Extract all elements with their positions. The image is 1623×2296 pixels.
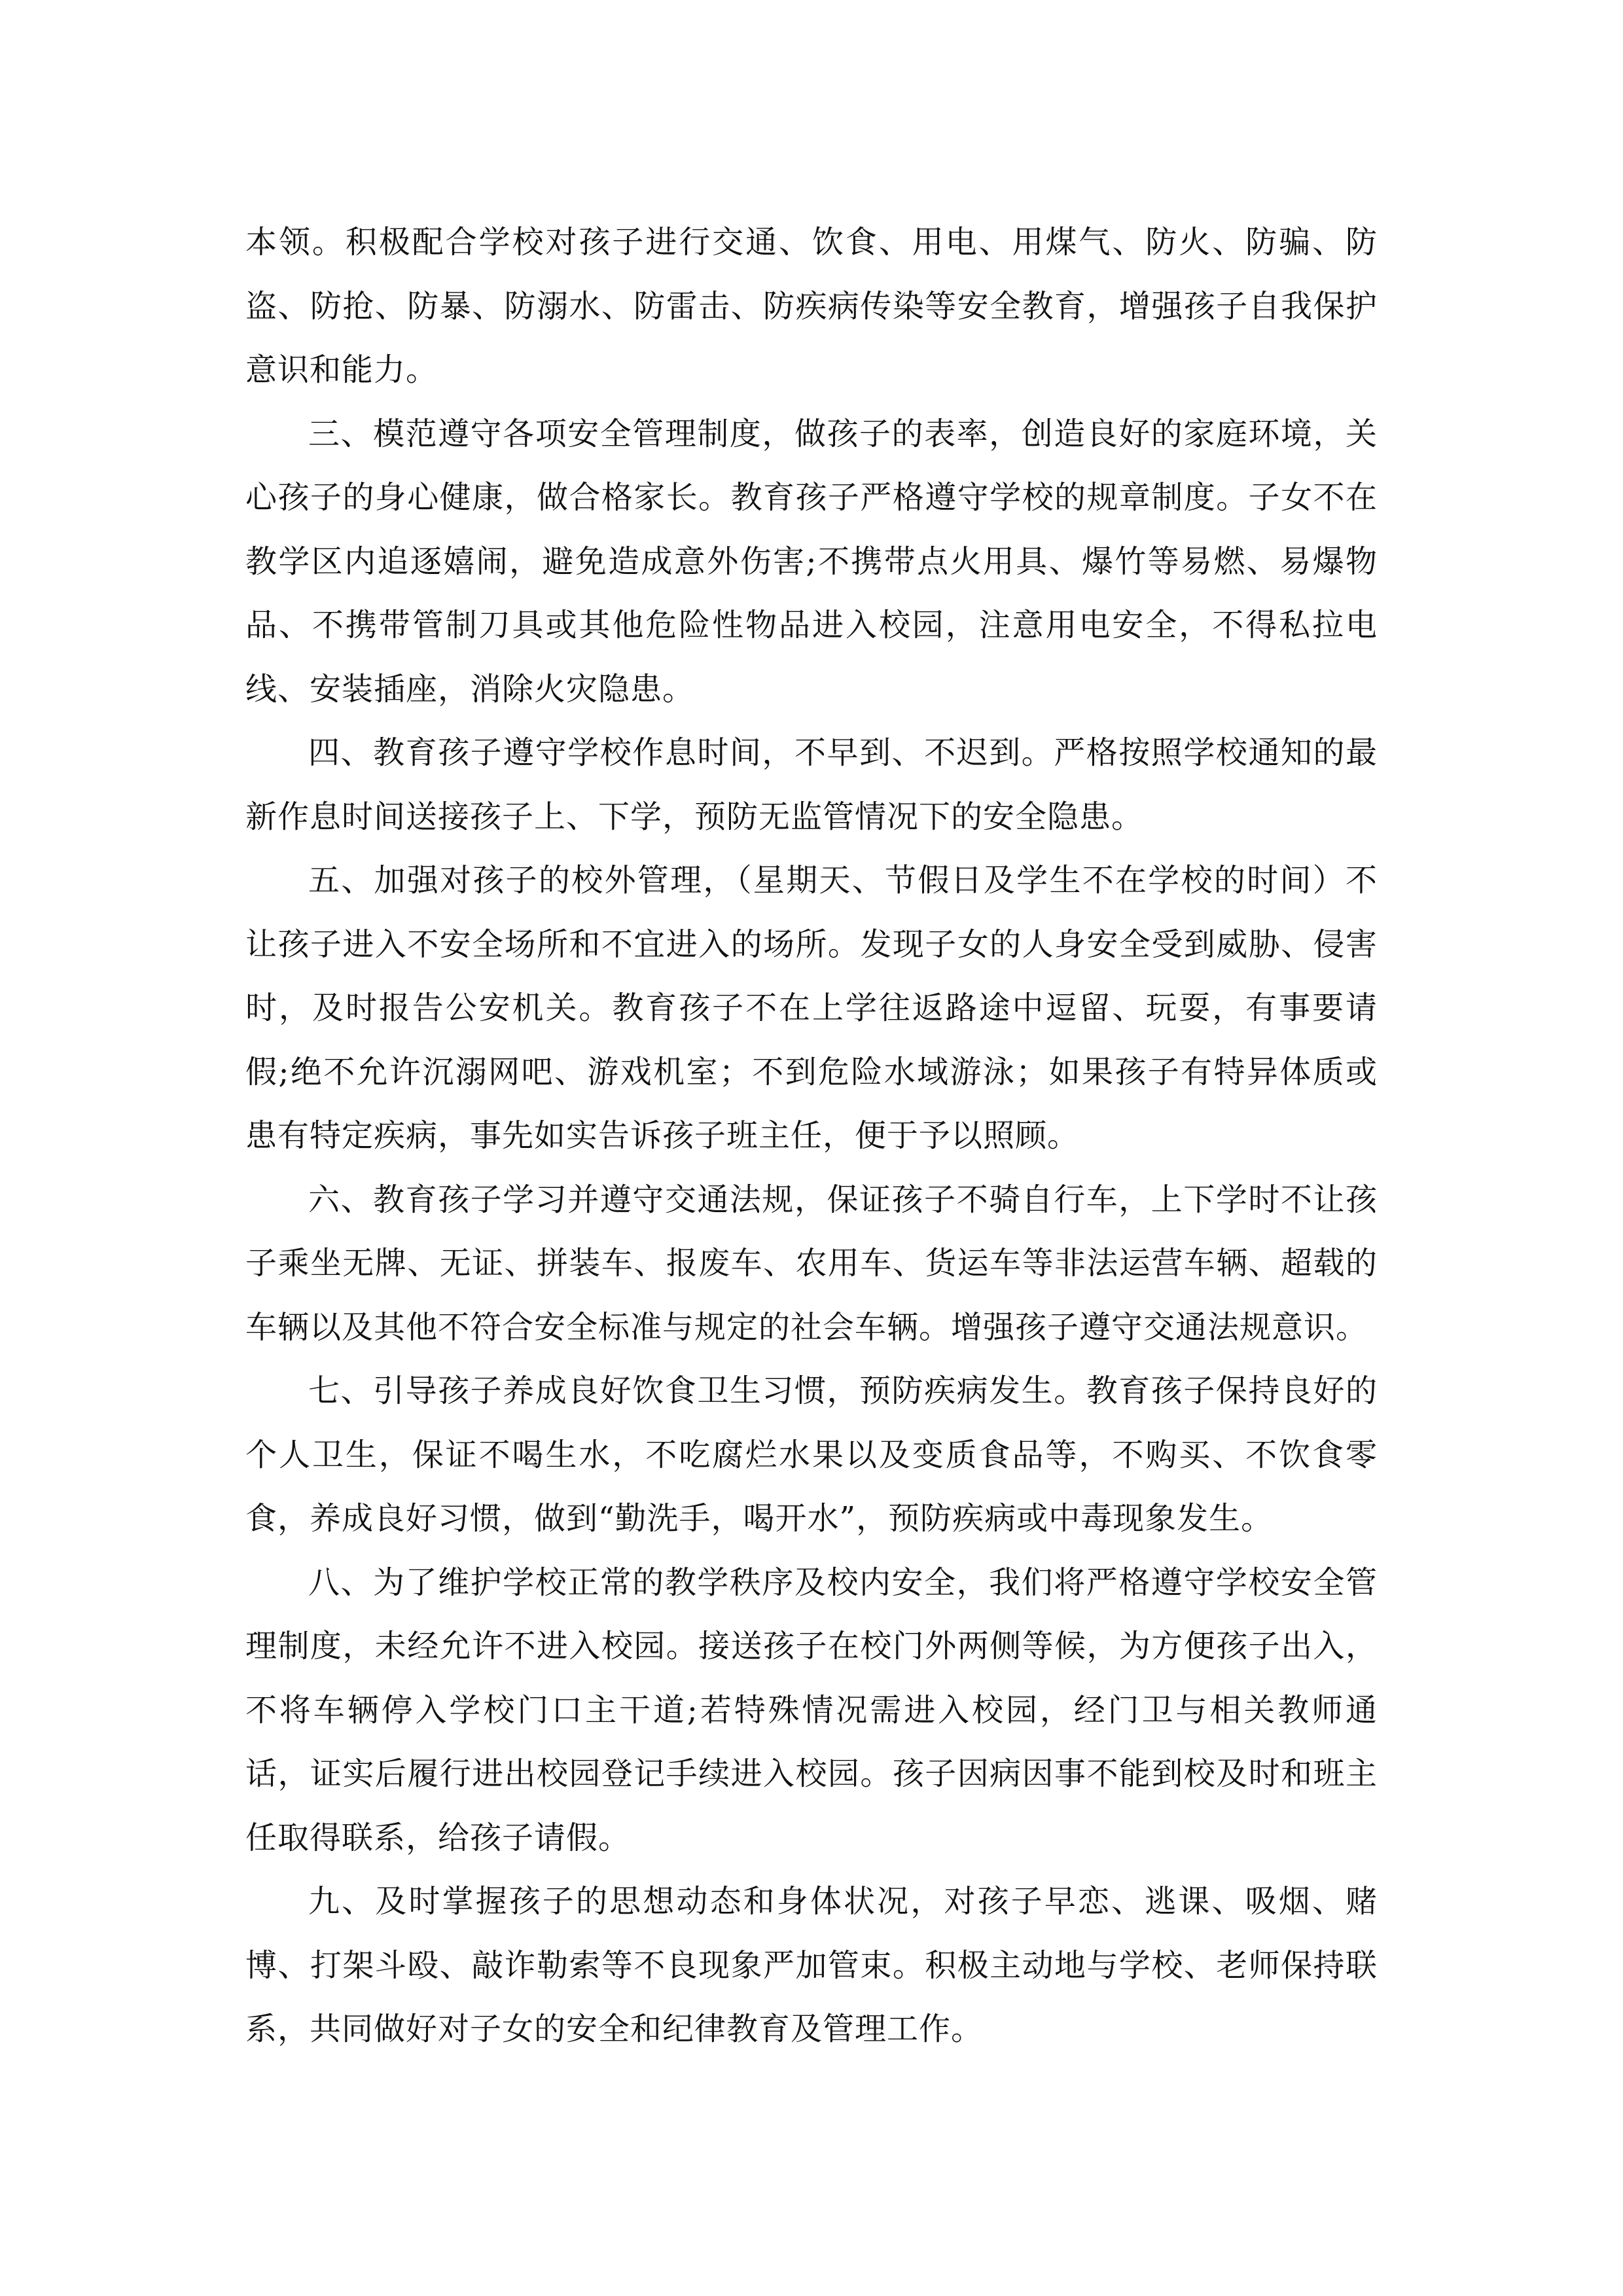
paragraph-item-6: 六、教育孩子学习并遵守交通法规，保证孩子不骑自行车，上下学时不让孩子乘坐无牌、无证、拼装车、报废车、农用车、货运车等非法运营车辆、超载的车辆以及其他不符合安全标准与规定的社会车辆。增强孩子遵守交通法规意识。 xyxy=(245,1181,1378,1346)
document-body xyxy=(245,211,1378,2062)
paragraph-item-7: 七、引导孩子养成良好饮食卫生习惯，预防疾病发生。教育孩子保持良好的个人卫生，保证不喝生水，不吃腐烂水果以及变质食品等，不购买、不饮食零食，养成良好习惯，做到“勤洗手，喝开水”，预防疾病或中毒现象发生。 xyxy=(245,1372,1378,1537)
paragraph-item-9: 九、及时掌握孩子的思想动态和身体状况，对孩子早恋、逃课、吸烟、赌博、打架斗殴、敲诈勒索等不良现象严加管束。积极主动地与学校、老师保持联系，共同做好对子女的安全和纪律教育及管理工作。 xyxy=(245,1883,1378,2047)
paragraph-item-4: 四、教育孩子遵守学校作息时间，不早到、不迟到。严格按照学校通知的最新作息时间送接孩子上、下学，预防无监管情况下的安全隐患。 xyxy=(245,734,1378,835)
paragraph-continuation: 本领。积极配合学校对孩子进行交通、饮食、用电、用煤气、防火、防骗、防盗、防抢、防暴、防溺水、防雷击、防疾病传染等安全教育，增强孩子自我保护意识和能力。 xyxy=(245,224,1378,388)
paragraph-item-5: 五、加强对孩子的校外管理，（星期天、节假日及学生不在学校的时间）不让孩子进入不安全场所和不宜进入的场所。发现子女的人身安全受到威胁、侵害时，及时报告公安机关。教育孩子不在上学往返路途中逗留、玩耍，有事要请假;绝不允许沉溺网吧、游戏机室；不到危险水域游泳；如果孩子有特异体质或患有特定疾病，事先如实告诉孩子班主任，便于予以照顾。 xyxy=(245,862,1378,1154)
paragraph-item-3: 三、模范遵守各项安全管理制度，做孩子的表率，创造良好的家庭环境，关心孩子的身心健康，做合格家长。教育孩子严格遵守学校的规章制度。子女不在教学区内追逐嬉闹，避免造成意外伤害;不携带点火用具、爆竹等易燃、易爆物品、不携带管制刀具或其他危险性物品进入校园，注意用电安全，不得私拉电线、安装插座，消除火灾隐患。 xyxy=(245,415,1378,708)
paragraph-item-8: 八、为了维护学校正常的教学秩序及校内安全，我们将严格遵守学校安全管理制度，未经允许不进入校园。接送孩子在校门外两侧等候，为方便孩子出入，不将车辆停入学校门口主干道;若特殊情况需进入校园，经门卫与相关教师通话，证实后履行进出校园登记手续进入校园。孩子因病因事不能到校及时和班主任取得联系，给孩子请假。 xyxy=(245,1564,1378,1856)
